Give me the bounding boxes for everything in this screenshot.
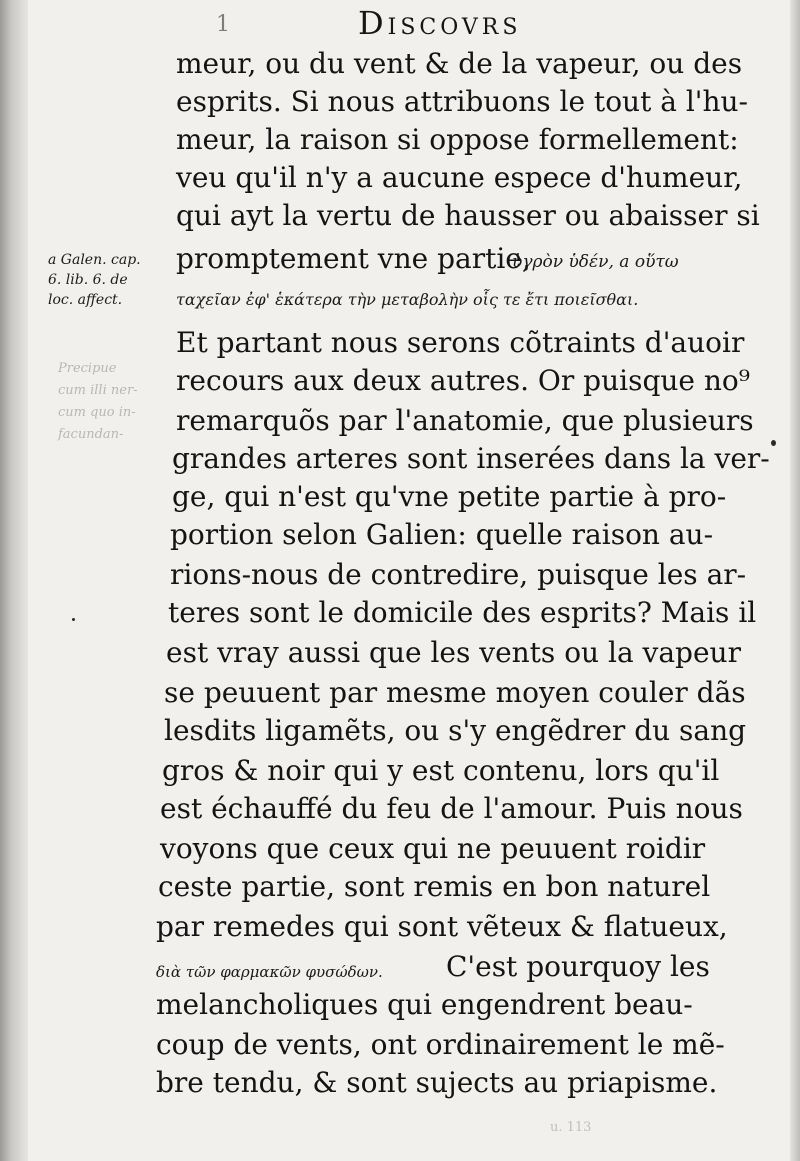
running-title: Discovrs xyxy=(358,4,522,42)
ink-speck xyxy=(771,440,776,446)
text-line: Et partant nous serons cõtraints d'auoir xyxy=(176,326,745,359)
text-line: remarquõs par l'anatomie, que plusieurs xyxy=(176,404,754,437)
text-line: ceste partie, sont remis en bon naturel xyxy=(158,870,711,903)
text-line: portion selon Galien: quelle raison au- xyxy=(170,518,714,551)
greek-quote: διὰ τῶν φαρμακῶν φυσώδων. xyxy=(156,963,383,981)
text-line: esprits. Si nous attribuons le tout à l'hu- xyxy=(176,85,749,118)
ink-speck xyxy=(72,618,75,621)
text-line: est échauffé du feu de l'amour. Puis nous xyxy=(160,792,743,825)
text-line: lesdits ligamẽts, ou s'y engẽdrer du sang xyxy=(164,714,747,747)
margin-citation-line: loc. affect. xyxy=(48,292,123,308)
margin-citation-line: a Galen. cap. xyxy=(48,252,141,268)
text-line: meur, la raison si oppose formellement: xyxy=(176,123,739,156)
text-line: teres sont le domicile des esprits? Mais il xyxy=(168,596,757,629)
margin-citation xyxy=(48,250,178,310)
text-line: recours aux deux autres. Or puisque no⁹ xyxy=(176,364,750,397)
running-head xyxy=(0,2,800,42)
text-line: rions-nous de contredire, puisque les ar- xyxy=(170,558,747,591)
text-line: grandes arteres sont inserées dans la ver- xyxy=(172,442,770,475)
text-line: promptement vne partie, xyxy=(176,242,531,275)
text-line: est vray aussi que les vents ou la vapeur xyxy=(166,636,741,669)
text-line: se peuuent par mesme moyen couler dãs xyxy=(164,676,746,709)
text-line: ge, qui n'est qu'vne petite partie à pro- xyxy=(172,480,727,513)
greek-quote: ὑγρὸν ὑδέν, a οὕτω xyxy=(512,252,679,272)
text-line: veu qu'il n'y a aucune espece d'humeur, xyxy=(176,161,743,194)
text-line: C'est pourquoy les xyxy=(446,950,710,983)
margin-citation-line: 6. lib. 6. de xyxy=(48,272,128,288)
page-edge-shadow xyxy=(790,0,800,1161)
text-line: par remedes qui sont vẽteux & flatueux, xyxy=(156,910,728,943)
show-through-text: u. 113 xyxy=(550,1120,592,1135)
binding-gutter xyxy=(0,0,28,1161)
text-line: meur, ou du vent & de la vapeur, ou des xyxy=(176,47,743,80)
text-line: voyons que ceux qui ne peuuent roidir xyxy=(160,832,706,865)
greek-quote: ταχεῖαν ἐφ' ἑκάτερα τὴν μεταβολὴν οἷς τε ἔτι ποιεῖσθαι. xyxy=(176,290,639,309)
text-line: gros & noir qui y est contenu, lors qu'il xyxy=(162,754,720,787)
page-number: 1 xyxy=(216,12,230,37)
show-through-text: Precipue cum illi ner- cum quo in- facundan- xyxy=(58,361,138,442)
text-line: qui ayt la vertu de hausser ou abaisser si xyxy=(176,199,760,232)
text-line: bre tendu, & sont sujects au priapisme. xyxy=(156,1066,718,1099)
text-line: coup de vents, ont ordinairement le mẽ- xyxy=(156,1028,725,1061)
text-line: melancholiques qui engendrent beau- xyxy=(156,988,693,1021)
